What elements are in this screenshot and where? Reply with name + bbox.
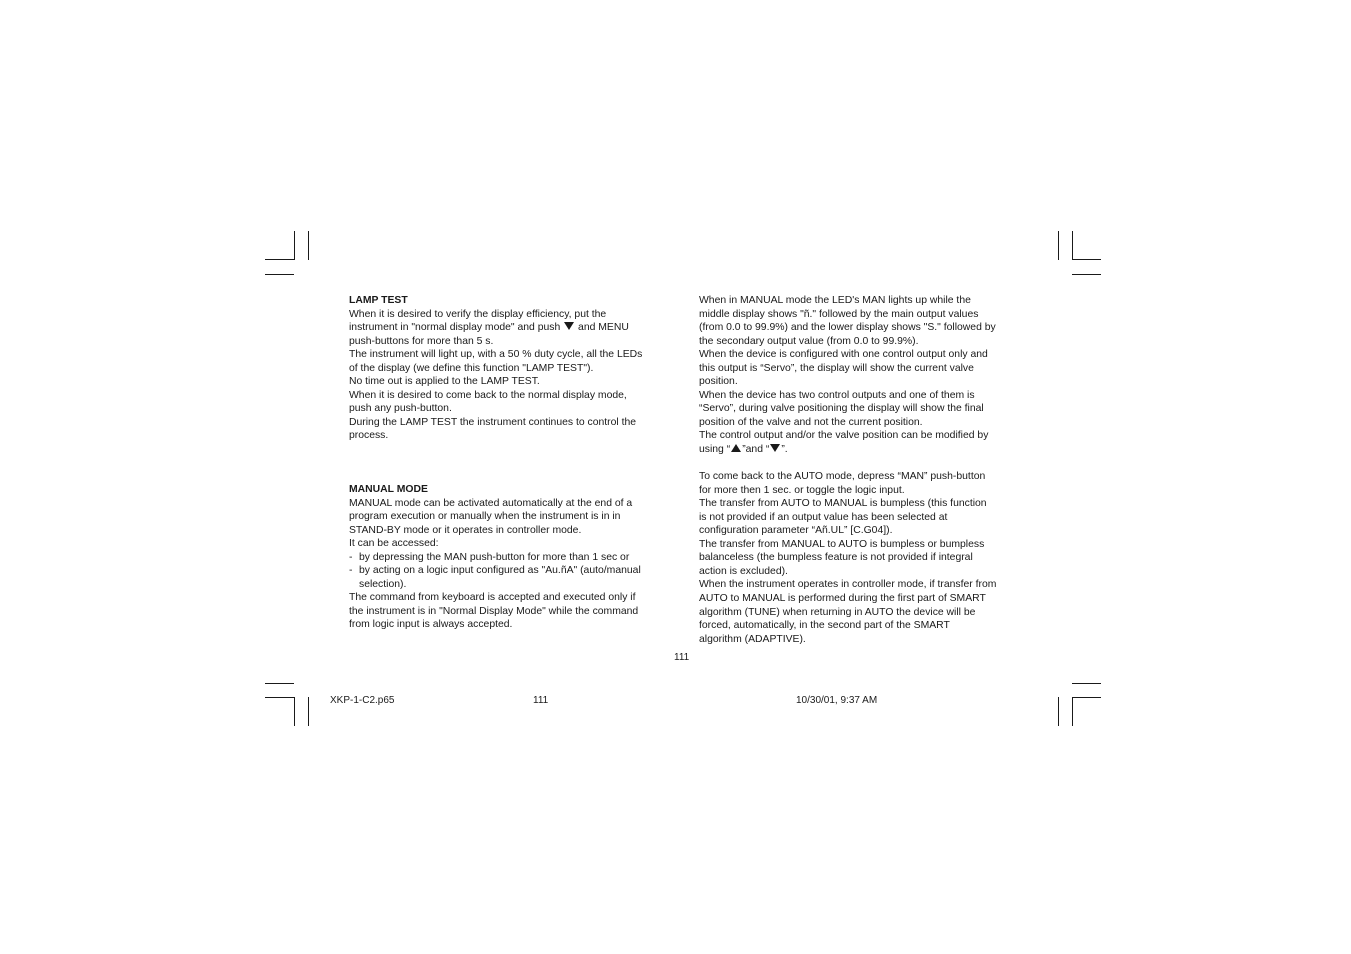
body-line: When the instrument operates in controller mode, if transfer from xyxy=(699,579,997,591)
body-line: AUTO to MANUAL is performed during the first part of SMART xyxy=(699,592,986,604)
list-item-text: by depressing the MAN push-button for more than 1 sec or xyxy=(359,551,630,563)
list-dash: - xyxy=(349,551,353,563)
body-line: position of the valve and not the current position. xyxy=(699,416,923,428)
body-line: “Servo”, during valve positioning the display will show the final xyxy=(699,403,984,415)
body-line: When the device has two control outputs and one of them is xyxy=(699,389,975,401)
manual-mode-line: STAND-BY mode or it operates in controller mode. xyxy=(349,524,582,536)
auto-transfer-section xyxy=(699,470,1029,646)
body-line-part: ”. xyxy=(781,444,788,456)
lamp-test-line-with-arrow xyxy=(349,321,679,335)
list-item-continuation xyxy=(349,578,679,592)
left-column xyxy=(349,294,679,632)
list-dash: - xyxy=(349,565,353,577)
list-item-text: selection). xyxy=(359,578,407,590)
body-line: configuration parameter “Añ.UL” [C.G04]). xyxy=(699,525,893,537)
lamp-test-line: During the LAMP TEST the instrument continues to control the xyxy=(349,416,637,428)
body-line: middle display shows "ñ." followed by the main output values xyxy=(699,308,979,320)
manual-mode-section xyxy=(349,483,679,632)
body-line: balanceless (the bumpless feature is not provided if integral xyxy=(699,552,973,564)
lamp-test-line-part: instrument in "normal display mode" and push xyxy=(349,322,561,334)
manual-mode-line: from logic input is always accepted. xyxy=(349,619,513,631)
footer-file-name: XKP-1-C2.p65 xyxy=(330,695,395,706)
section-spacer xyxy=(349,443,679,483)
manual-mode-line: the instrument is in "Normal Display Mode" while the command xyxy=(349,605,639,617)
page-number: 111 xyxy=(674,652,690,663)
manual-mode-line: program execution or manually when the instrument is in in xyxy=(349,511,621,523)
body-line: (from 0.0 to 99.9%) and the lower display shows "S." followed by xyxy=(699,322,996,334)
lamp-test-line-part: and MENU xyxy=(578,322,629,334)
lamp-test-line: process. xyxy=(349,430,389,442)
triangle-up-icon xyxy=(731,444,741,452)
body-line-part: using “ xyxy=(699,444,731,456)
body-line-with-arrows xyxy=(699,443,1029,457)
body-line: is not provided if an output value has been selected at xyxy=(699,511,948,523)
manual-display-section xyxy=(699,294,1029,457)
lamp-test-heading: LAMP TEST xyxy=(349,295,408,306)
lamp-test-section xyxy=(349,294,679,443)
body-line: for more then 1 sec. or toggle the logic input. xyxy=(699,484,905,496)
body-line: The control output and/or the valve position can be modified by xyxy=(699,430,989,442)
manual-mode-line: The command from keyboard is accepted and executed only if xyxy=(349,592,636,604)
body-line-part: ”and “ xyxy=(742,444,770,456)
triangle-down-icon xyxy=(564,322,574,330)
section-spacer xyxy=(699,457,1029,471)
body-line: position. xyxy=(699,376,738,388)
list-item xyxy=(349,551,679,565)
lamp-test-line: push any push-button. xyxy=(349,403,452,415)
body-line: forced, automatically, in the second part of the SMART xyxy=(699,620,950,632)
body-line: To come back to the AUTO mode, depress “MAN” push-button xyxy=(699,471,986,483)
lamp-test-line: No time out is applied to the LAMP TEST. xyxy=(349,376,540,388)
body-line: the secondary output value (from 0.0 to 99.9%). xyxy=(699,335,919,347)
lamp-test-line: When it is desired to come back to the normal display mode, xyxy=(349,389,627,401)
right-column xyxy=(699,294,1029,646)
footer-page: 111 xyxy=(533,695,549,706)
body-line: algorithm (TUNE) when returning in AUTO the device will be xyxy=(699,606,976,618)
list-item-text: by acting on a logic input configured as "Au.ñA" (auto/manual xyxy=(359,565,641,577)
triangle-down-icon xyxy=(770,444,780,452)
body-line: The transfer from MANUAL to AUTO is bumpless or bumpless xyxy=(699,538,985,550)
body-line: The transfer from AUTO to MANUAL is bumpless (this function xyxy=(699,498,987,510)
lamp-test-line: When it is desired to verify the display efficiency, put the xyxy=(349,308,607,320)
list-item xyxy=(349,564,679,578)
body-line: When in MANUAL mode the LED's MAN lights up while the xyxy=(699,295,971,306)
manual-mode-line: It can be accessed: xyxy=(349,538,439,550)
body-line: algorithm (ADAPTIVE). xyxy=(699,633,806,645)
lamp-test-line: The instrument will light up, with a 50 % duty cycle, all the LEDs xyxy=(349,349,643,361)
body-line: this output is “Servo”, the display will show the current valve xyxy=(699,362,974,374)
body-line: When the device is configured with one control output only and xyxy=(699,349,988,361)
footer-datetime: 10/30/01, 9:37 AM xyxy=(796,695,878,706)
lamp-test-line: push-buttons for more than 5 s. xyxy=(349,335,494,347)
manual-mode-heading: MANUAL MODE xyxy=(349,484,428,496)
manual-mode-line: MANUAL mode can be activated automatically at the end of a xyxy=(349,497,633,509)
lamp-test-line: of the display (we define this function "LAMP TEST"). xyxy=(349,362,594,374)
body-line: action is excluded). xyxy=(699,565,788,577)
